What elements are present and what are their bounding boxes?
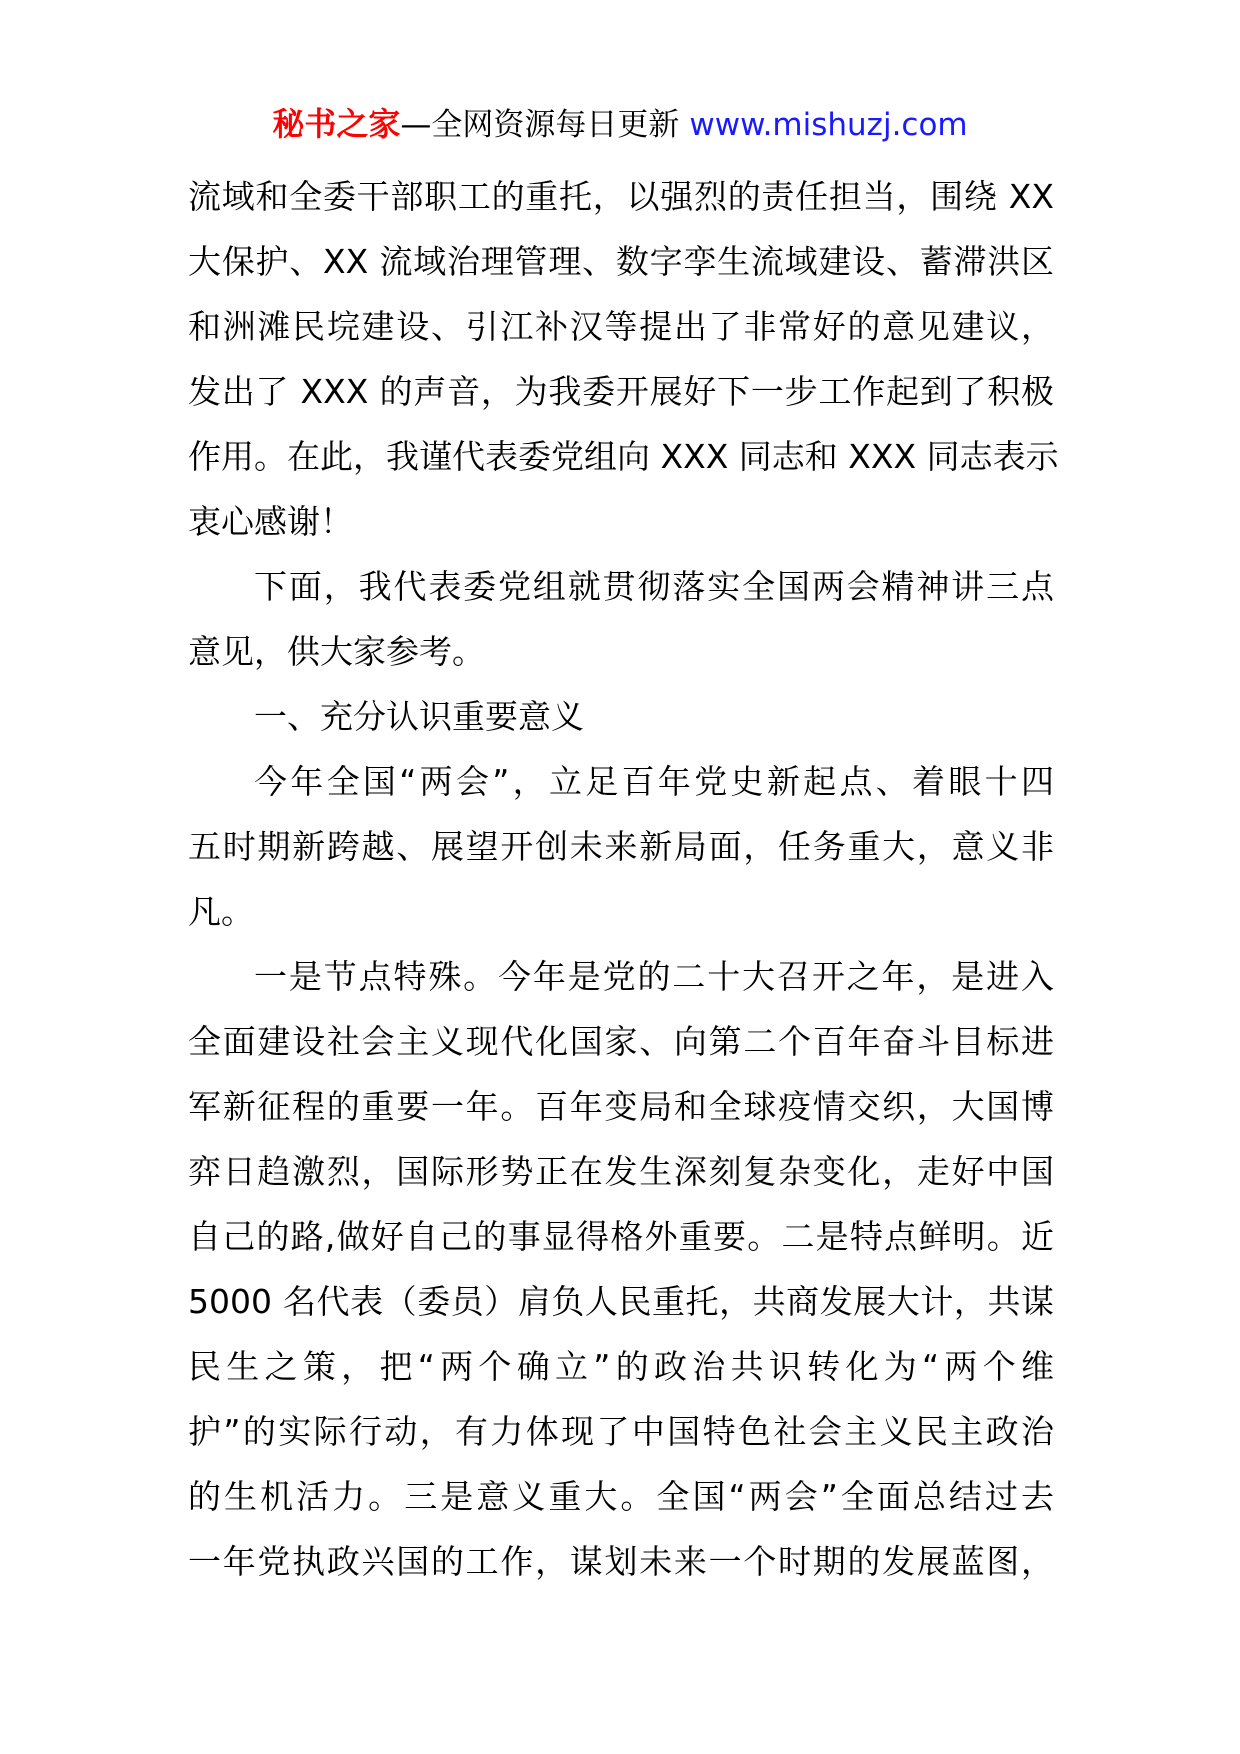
text-line: 护”的实际行动，有力体现了中国特色社会主义民主政治 [188, 1412, 1054, 1451]
site-url-link[interactable]: www.mishuzj.com [689, 107, 968, 143]
text-line: 全面建设社会主义现代化国家、向第二个百年奋斗目标进 [188, 1022, 1054, 1061]
text-line: 军新征程的重要一年。百年变局和全球疫情交织，大国博 [188, 1087, 1054, 1126]
text-line: 大保护、XX 流域治理管理、数字孪生流域建设、蓄滞洪区 [188, 242, 1054, 281]
text-line: 流域和全委干部职工的重托，以强烈的责任担当，围绕 XX [188, 177, 1054, 216]
text-line: 下面，我代表委党组就贯彻落实全国两会精神讲三点 [254, 567, 1054, 606]
text-line: 和洲滩民垸建设、引江补汉等提出了非常好的意见建议， [188, 307, 1054, 346]
text-line: 自己的路,做好自己的事显得格外重要。二是特点鲜明。近 [188, 1217, 1054, 1256]
text-line: 五时期新跨越、展望开创未来新局面，任务重大，意义非 [188, 827, 1054, 866]
text-line: 发出了 XXX 的声音，为我委开展好下一步工作起到了积极 [188, 372, 1054, 411]
text-line: 民生之策，把“两个确立”的政治共识转化为“两个维 [188, 1347, 1054, 1386]
text-line: 今年全国“两会”，立足百年党史新起点、着眼十四 [254, 762, 1054, 801]
brand-name: 秘书之家 [272, 105, 401, 143]
text-line: 一年党执政兴国的工作，谋划未来一个时期的发展蓝图， [188, 1542, 1054, 1581]
text-line: 一是节点特殊。今年是党的二十大召开之年，是进入 [254, 957, 1054, 996]
text-line: 意见，供大家参考。 [188, 632, 485, 671]
header-tagline: —全网资源每日更新 [400, 107, 680, 143]
document-body [188, 164, 1059, 1594]
text-line: 的生机活力。三是意义重大。全国“两会”全面总结过去 [188, 1477, 1054, 1516]
text-line: 凡。 [188, 892, 254, 931]
site-header [0, 100, 1240, 149]
text-line: 5000 名代表（委员）肩负人民重托，共商发展大计，共谋 [188, 1282, 1054, 1321]
text-line: 作用。在此，我谨代表委党组向 XXX 同志和 XXX 同志表示 [188, 437, 1059, 476]
text-line: 弈日趋激烈，国际形势正在发生深刻复杂变化，走好中国 [188, 1152, 1054, 1191]
text-line: 衷心感谢！ [188, 502, 353, 541]
text-line: 一、充分认识重要意义 [254, 697, 584, 736]
